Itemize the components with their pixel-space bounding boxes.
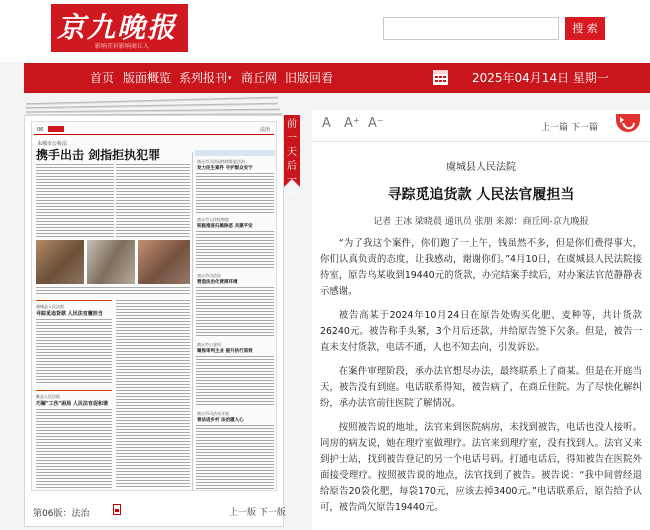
article-paragraph: 按照被告说的地址，法官来到医院病房，未找到被告，电话也没人接听。同房的病友说，她在理疗室做理疗。法官来到理疗室，没有找到人。法官又来到护士站，找到被告登记的另一个电话号码。打通电话后，得知被告在医院外面接受理疗。按照被告说的地点，法官找到了被告。被告说：“我中间曾经退给原告20袋化肥，每袋170元，应该去掉3400元。”电话联系后，原告给予认可，被告尚欠原告19440元。: [320, 422, 642, 513]
article-byline: 记者 王冰 梁晓晨 通讯员 张朋 来源：商丘网-京九晚报: [373, 217, 589, 227]
article-prev-next[interactable]: 上一篇 下一篇: [541, 123, 598, 133]
article-title: 寻踪觅追货款 人民法官履担当: [387, 187, 575, 203]
thumb-right-kicker: 商丘市公安局: [197, 342, 221, 347]
back-icon[interactable]: [616, 114, 640, 132]
thumb-rule: [36, 390, 112, 391]
thumb-photo: [87, 240, 135, 284]
day-nav-tab[interactable]: [284, 115, 300, 200]
thumb-text-block: [116, 164, 190, 238]
page-prev-next[interactable]: 上一版 下一版: [229, 508, 286, 518]
thumb-masthead: [34, 125, 274, 135]
thumb-text-block: [196, 425, 274, 489]
thumb-text-block: [196, 287, 274, 337]
thumb-rule: [36, 300, 112, 301]
nav-item-overview[interactable]: 版面概览: [123, 71, 172, 85]
thumb-photo: [138, 240, 190, 284]
thumb-right-headline: 发力民生案件 守护群众安宁: [197, 166, 253, 171]
thumb-right-headline: 普法进乡村 法治暖人心: [197, 418, 244, 423]
logo[interactable]: [51, 4, 188, 52]
day-nav-label: 前一天后一天: [287, 119, 297, 200]
pdf-icon[interactable]: [113, 504, 121, 515]
thumb-right-kicker: 商丘市司法局持续推进法治: [197, 159, 245, 164]
thumb-text-block: [116, 300, 190, 489]
thumb-text-block: [36, 409, 112, 489]
thumb-text-block: [196, 173, 274, 213]
search-input[interactable]: [383, 17, 559, 40]
logo-text: 京九晚报: [57, 11, 178, 44]
thumb-col-kicker: 虞城县人民法院: [36, 304, 64, 309]
font-increase-button[interactable]: A⁺: [344, 116, 360, 131]
thumb-right-header: [195, 150, 275, 156]
current-date: 2025年04月14日 星期一: [472, 71, 609, 85]
thumb-kicker: 永城市公检法: [37, 141, 68, 147]
chevron-down-icon: ▾: [228, 74, 232, 82]
article-body: [320, 236, 642, 524]
thumb-section: 法治: [259, 127, 270, 133]
toolbar-divider: [312, 141, 650, 142]
article-paragraph: 在案件审理阶段，承办法官想尽办法，最终联系上了商某。但是在开庭当天，被告没有到庭。电话联系得知，被告病了，在商丘住院。为了尽快化解纠纷，承办法官前往医院了解情况。: [320, 366, 642, 409]
article-toolbar: [312, 116, 650, 136]
thumb-text-block: [36, 319, 112, 385]
thumb-text-block: [196, 356, 274, 406]
search-button[interactable]: 搜 索: [565, 17, 605, 40]
thumb-headline: 携手出击 剑指拒执犯罪: [36, 148, 161, 162]
article-panel: [312, 110, 650, 530]
thumb-page-number: 06: [37, 127, 44, 133]
thumb-right-headline: 营造法治化营商环境: [197, 280, 238, 285]
nav-item-home[interactable]: 首页: [90, 71, 115, 85]
thumb-right-kicker: 商丘市司法局: [197, 273, 221, 278]
nav-item-shangqiu[interactable]: 商丘网: [241, 71, 278, 85]
logo-slogan: 影响开封影响商丘人: [95, 43, 150, 50]
thumb-col-kicker: 睢县人民法院: [36, 394, 60, 399]
page-label: 第06版：法治: [33, 509, 90, 519]
thumb-text-block: [36, 164, 114, 238]
thumb-text-block: [36, 287, 190, 295]
article-paragraph: 被告高某于2024年10月24日在原告处购买化肥、麦种等，共计货款26240元。被告称手头紧，3个月后还款，并给原告签下欠条。但是，被告一直未支付货款，电话不通，人也不知去向，引发诉讼。: [320, 310, 642, 353]
article-paragraph: “为了我这个案件，你们跑了一上午，钱虽然不多，但是你们费得事大，你们认真负责的态度，让我感动，谢谢你们。”4月10日，在虞城县人民法院接待室，原告乌某收到19440元的货款，办完结案手续后，对办案法官范静静表示感谢。: [320, 238, 642, 297]
article-kicker: 虞城县人民法院: [446, 162, 516, 173]
nav-item-series-label: 系列报刊: [179, 71, 228, 85]
thumb-photo: [36, 240, 84, 284]
thumb-col-headline: 巧解"工伤"困局 人民法官促和谐: [36, 401, 108, 407]
nav-item-archive[interactable]: 旧版回看: [285, 71, 334, 85]
font-default-button[interactable]: A: [322, 116, 331, 131]
thumb-column-rule: [192, 152, 193, 490]
font-decrease-button[interactable]: A⁻: [368, 116, 384, 131]
thumb-right-headline: 积极推进扫黑除恶 共建平安: [197, 224, 253, 229]
calendar-icon[interactable]: [433, 70, 448, 85]
header: [0, 0, 650, 62]
nav-item-series[interactable]: [179, 63, 232, 93]
page-thumbnail[interactable]: [31, 121, 277, 491]
main-nav: [24, 63, 650, 93]
thumb-text-block: [196, 231, 274, 269]
thumb-right-kicker: 商丘市司法局开展: [197, 411, 229, 416]
page-thumbnail-panel: [24, 115, 284, 527]
thumb-right-headline: 聚焦审判主业 提升执行质效: [197, 349, 253, 354]
thumb-col-headline: 寻踪觅追货款 人民法官履担当: [36, 311, 103, 317]
thumb-logo: [48, 126, 64, 132]
thumb-right-kicker: 商丘市人民检察院: [197, 217, 229, 222]
